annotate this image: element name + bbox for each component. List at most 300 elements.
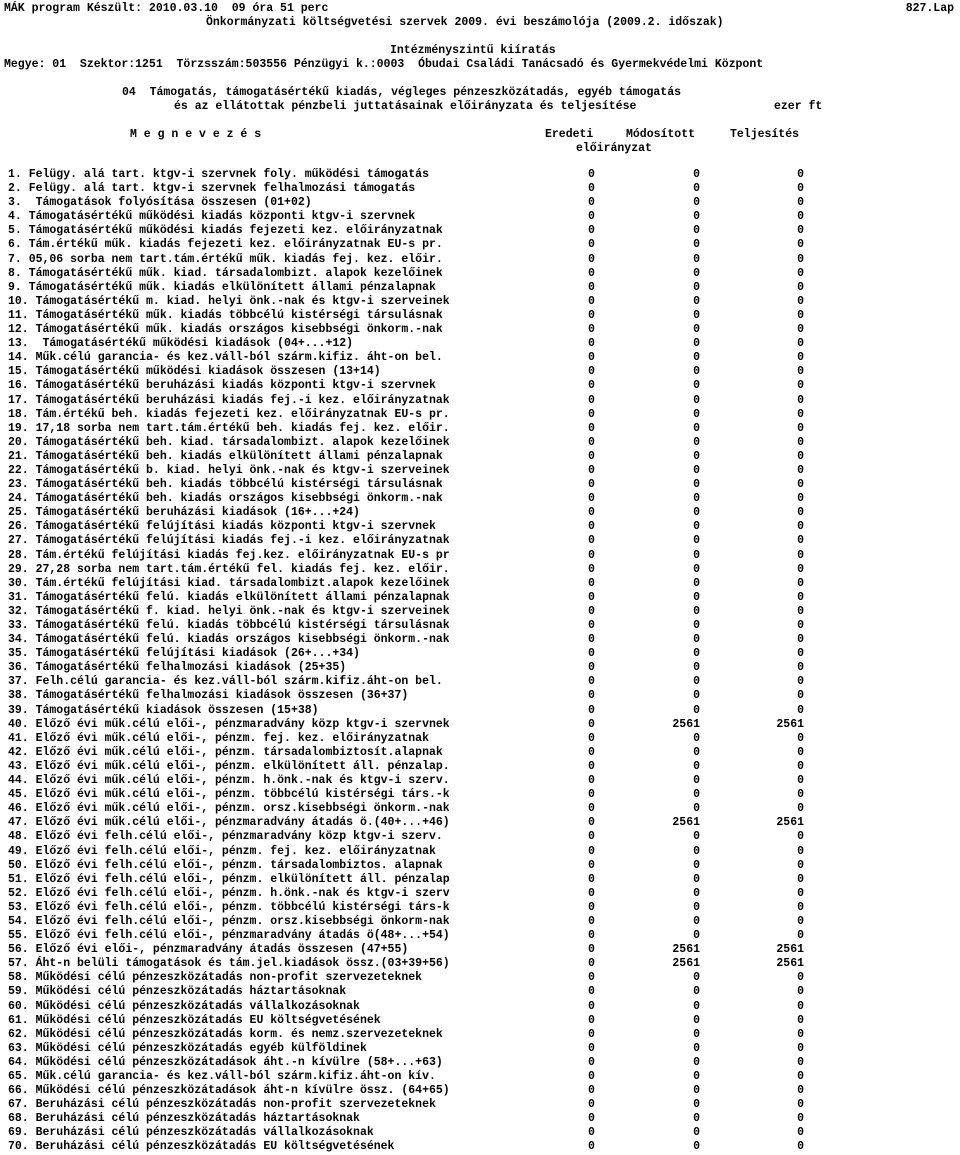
value-completed: 0 (797, 590, 804, 604)
table-row (0, 253, 960, 267)
table-row (0, 520, 960, 534)
value-original: 0 (588, 365, 595, 379)
table-row (0, 1056, 960, 1070)
value-modified: 0 (693, 900, 700, 914)
table-row (0, 859, 960, 873)
value-completed: 2561 (776, 816, 804, 830)
row-label: 30. Tám.értékű felújítási kiad. társadalombizt.alapok kezelőinek (8, 576, 450, 590)
value-modified: 0 (693, 463, 700, 477)
value-modified: 0 (693, 576, 700, 590)
report-subtitle: Intézményszintű kiíratás (390, 44, 556, 57)
row-label: 50. Előző évi felh.célú elői-, pénzm. társadalombiztos. alapnak (8, 858, 443, 872)
value-original: 0 (588, 703, 595, 717)
value-completed: 0 (797, 914, 804, 928)
value-modified: 0 (693, 886, 700, 900)
row-label: 9. Támogatásértékű műk. kiadás elkülönített állami pénzalapnak (8, 280, 436, 294)
value-completed: 0 (797, 365, 804, 379)
value-modified: 0 (693, 1140, 700, 1154)
row-label: 67. Beruházási célú pénzeszközátadás non-profit szervezeteknek (8, 1098, 436, 1112)
value-original: 0 (588, 463, 595, 477)
value-completed: 0 (797, 774, 804, 788)
value-modified: 0 (693, 308, 700, 322)
value-completed: 0 (797, 463, 804, 477)
value-modified: 0 (693, 182, 700, 196)
value-completed: 0 (797, 858, 804, 872)
value-original: 0 (588, 393, 595, 407)
value-original: 0 (588, 858, 595, 872)
table-row (0, 943, 960, 957)
value-original: 0 (588, 971, 595, 985)
value-completed: 0 (797, 971, 804, 985)
value-modified: 0 (693, 323, 700, 337)
table-row (0, 351, 960, 365)
table-row (0, 281, 960, 295)
row-label: 36. Támogatásértékű felhalmozási kiadások (25+35) (8, 661, 347, 675)
data-table (0, 168, 960, 1155)
table-row (0, 506, 960, 520)
row-label: 18. Tám.értékű beh. kiadás fejezeti kez. előirányzatnak EU-s pr. (8, 407, 450, 421)
value-completed: 0 (797, 379, 804, 393)
table-row (0, 168, 960, 182)
row-label: 33. Támogatásértékű felú. kiadás többcélú kistérségi társulásnak (8, 619, 450, 632)
table-row (0, 929, 960, 943)
row-label: 10. Támogatásértékű m. kiad. helyi önk.-nak és ktgv-i szerveinek (8, 294, 450, 308)
value-original: 0 (588, 830, 595, 844)
table-row (0, 337, 960, 351)
table-row (0, 450, 960, 464)
value-original: 0 (588, 407, 595, 421)
row-label: 28. Tám.értékű felújítási kiadás fej.kez. előirányzatnak EU-s pr (8, 548, 450, 562)
table-row (0, 647, 960, 661)
value-completed: 0 (797, 534, 804, 548)
table-row (0, 1028, 960, 1042)
value-completed: 0 (797, 759, 804, 773)
value-modified: 0 (693, 647, 700, 661)
value-modified: 0 (693, 703, 700, 717)
table-row (0, 873, 960, 887)
value-modified: 0 (693, 858, 700, 872)
value-modified: 0 (693, 478, 700, 492)
page-number: 827.Lap (905, 2, 954, 15)
row-label: 65. Műk.célú garancia- és kez.váll-ból szárm.kifiz.áht-on kív. (8, 1070, 436, 1083)
value-modified: 0 (693, 788, 700, 802)
value-original: 0 (588, 492, 595, 506)
value-original: 0 (588, 999, 595, 1013)
value-completed: 0 (797, 421, 804, 435)
table-row (0, 422, 960, 436)
value-modified: 0 (693, 1098, 700, 1112)
table-row (0, 534, 960, 548)
value-completed: 0 (797, 1112, 804, 1126)
row-label: 58. Működési célú pénzeszközátadás non-profit szervezeteknek (8, 971, 423, 985)
value-completed: 0 (797, 1027, 804, 1041)
row-label: 14. Műk.célú garancia- és kez.váll-ból szárm.kifiz. áht-on bel. (8, 351, 443, 365)
table-row (0, 605, 960, 619)
program-info: MÁK program Készült: 2010.03.10 09 óra 51 perc (4, 2, 329, 15)
row-label: 68. Beruházási célú pénzeszközátadás háztartásoknak (8, 1112, 360, 1126)
value-completed: 0 (797, 900, 804, 914)
row-label: 60. Működési célú pénzeszközátadás vállalkozásoknak (8, 999, 360, 1013)
row-label: 7. 05,06 sorba nem tart.tám.értékű műk. kiadás fej. kez. előir. (8, 252, 443, 266)
value-original: 0 (588, 1013, 595, 1027)
table-row (0, 365, 960, 379)
table-row (0, 224, 960, 238)
value-original: 0 (588, 421, 595, 435)
row-label: 70. Beruházási célú pénzeszközátadás EU költségvetésének (8, 1140, 395, 1154)
row-label: 43. Előző évi műk.célú elői-, pénzm. elkülönített áll. pénzalap. (8, 759, 450, 773)
value-original: 0 (588, 323, 595, 337)
value-completed: 0 (797, 844, 804, 858)
value-original: 0 (588, 1112, 595, 1126)
table-row (0, 1126, 960, 1140)
value-completed: 0 (797, 830, 804, 844)
value-modified: 0 (693, 548, 700, 562)
value-original: 0 (588, 661, 595, 675)
value-modified: 0 (693, 337, 700, 351)
row-label: 40. Előző évi műk.célú elői-, pénzmaradvány közp ktgv-i szervnek (8, 717, 450, 731)
value-modified: 0 (693, 562, 700, 576)
value-original: 0 (588, 576, 595, 590)
value-completed: 0 (797, 449, 804, 463)
value-completed: 0 (797, 731, 804, 745)
row-label: 69. Beruházási célú pénzeszközátadás vállalkozásoknak (8, 1126, 374, 1140)
table-row (0, 1000, 960, 1014)
value-modified: 0 (693, 929, 700, 943)
value-modified: 0 (693, 1084, 700, 1098)
table-row (0, 492, 960, 506)
value-original: 0 (588, 844, 595, 858)
table-row (0, 1042, 960, 1056)
value-completed: 0 (797, 548, 804, 562)
value-modified: 0 (693, 449, 700, 463)
row-label: 23. Támogatásértékű beh. kiadás többcélú kistérségi társulásnak (8, 478, 443, 492)
row-label: 39. Támogatásértékű kiadások összesen (15+38) (8, 703, 319, 717)
value-completed: 0 (797, 196, 804, 210)
value-original: 0 (588, 379, 595, 393)
row-label: 45. Előző évi műk.célú elői-, pénzm. többcélú kistérségi társ.-k (8, 788, 450, 802)
table-row (0, 563, 960, 577)
value-modified: 0 (693, 675, 700, 689)
table-row (0, 985, 960, 999)
value-modified: 0 (693, 280, 700, 294)
value-completed: 2561 (776, 943, 804, 957)
value-modified: 0 (693, 759, 700, 773)
row-label: 53. Előző évi felh.célú elői-, pénzm. többcélú kistérségi társ-k (8, 900, 450, 914)
table-row (0, 577, 960, 591)
value-completed: 0 (797, 224, 804, 238)
row-label: 49. Előző évi felh.célú elői-, pénzm. fej. kez. előirányzatnak (8, 844, 436, 858)
table-row (0, 746, 960, 760)
value-modified: 2561 (672, 816, 700, 830)
value-original: 0 (588, 1098, 595, 1112)
table-row (0, 549, 960, 563)
value-completed: 2561 (776, 717, 804, 731)
value-original: 0 (588, 506, 595, 520)
value-original: 0 (588, 224, 595, 238)
table-row (0, 436, 960, 450)
value-original: 0 (588, 562, 595, 576)
value-modified: 0 (693, 365, 700, 379)
value-completed: 0 (797, 886, 804, 900)
value-original: 0 (588, 759, 595, 773)
row-label: 24. Támogatásértékű beh. kiadás országos kisebbségi önkorm.-nak (8, 492, 443, 506)
row-label: 11. Támogatásértékű műk. kiadás többcélú kistérségi társulásnak (8, 308, 443, 322)
report-title: Önkormányzati költségvetési szervek 2009. évi beszámolója (2009.2. időszak) (206, 16, 724, 29)
value-modified: 0 (693, 224, 700, 238)
value-modified: 0 (693, 830, 700, 844)
value-original: 0 (588, 182, 595, 196)
value-original: 0 (588, 590, 595, 604)
row-label: 4. Támogatásértékű működési kiadás központi ktgv-i szervnek (8, 210, 416, 224)
column-header-name: M e g n e v e z é s (130, 128, 262, 141)
value-completed: 0 (797, 435, 804, 449)
row-label: 32. Támogatásértékű f. kiad. helyi önk.-nak és ktgv-i szerveinek (8, 604, 450, 618)
value-original: 0 (588, 548, 595, 562)
value-completed: 0 (797, 1098, 804, 1112)
row-label: 19. 17,18 sorba nem tart.tám.értékű beh. kiadás fej. kez. előir. (8, 421, 450, 435)
value-completed: 0 (797, 393, 804, 407)
value-original: 0 (588, 478, 595, 492)
value-completed: 0 (797, 689, 804, 703)
table-row (0, 408, 960, 422)
table-row (0, 661, 960, 675)
table-row (0, 887, 960, 901)
table-row (0, 1140, 960, 1154)
table-row (0, 957, 960, 971)
value-modified: 0 (693, 633, 700, 647)
value-completed: 0 (797, 633, 804, 647)
value-modified: 0 (693, 689, 700, 703)
value-original: 0 (588, 604, 595, 618)
row-label: 48. Előző évi felh.célú elői-, pénzmaradvány közp ktgv-i szerv. (8, 830, 443, 844)
value-original: 0 (588, 266, 595, 280)
column-header-completed: Teljesítés (730, 128, 800, 141)
value-original: 0 (588, 520, 595, 534)
table-row (0, 478, 960, 492)
table-row (0, 1014, 960, 1028)
row-label: 22. Támogatásértékű b. kiad. helyi önk.-nak és ktgv-i szerveinek (8, 463, 450, 477)
table-row (0, 816, 960, 830)
value-completed: 0 (797, 210, 804, 224)
value-original: 0 (588, 619, 595, 632)
value-modified: 0 (693, 435, 700, 449)
row-label: 44. Előző évi műk.célú elői-, pénzm. h.önk.-nak és ktgv-i szerv. (8, 774, 450, 788)
value-completed: 0 (797, 478, 804, 492)
row-label: 29. 27,28 sorba nem tart.tám.értékű fel. kiadás fej. kez. előir. (8, 562, 450, 576)
value-completed: 0 (797, 252, 804, 266)
value-original: 0 (588, 802, 595, 816)
value-completed: 0 (797, 661, 804, 675)
value-modified: 0 (693, 661, 700, 675)
row-label: 21. Támogatásértékű beh. kiadás elkülönített állami pénzalapnak (8, 449, 443, 463)
value-modified: 0 (693, 506, 700, 520)
value-original: 0 (588, 943, 595, 957)
value-original: 0 (588, 534, 595, 548)
table-row (0, 732, 960, 746)
value-modified: 0 (693, 604, 700, 618)
value-completed: 0 (797, 266, 804, 280)
organization-line: Megye: 01 Szektor:1251 Törzsszám:503556 Pénzügyi k.:0003 Óbudai Családi Tanácsadó és Gyermekvédelmi Központ (4, 58, 764, 71)
row-label: 55. Előző évi felh.célú elői-, pénzmaradvány átadás ö(48+...+54) (8, 929, 450, 943)
value-modified: 0 (693, 294, 700, 308)
value-completed: 0 (797, 985, 804, 999)
value-original: 0 (588, 929, 595, 943)
table-row (0, 379, 960, 393)
value-modified: 2561 (672, 943, 700, 957)
table-row (0, 464, 960, 478)
value-modified: 0 (693, 590, 700, 604)
column-header-sub: előirányzat (576, 142, 652, 155)
value-completed: 0 (797, 802, 804, 816)
value-completed: 0 (797, 168, 804, 181)
value-modified: 0 (693, 1055, 700, 1069)
row-label: 34. Támogatásértékű felú. kiadás országos kisebbségi önkorm.-nak (8, 633, 450, 647)
row-label: 47. Előző évi műk.célú elői-, pénzmaradvány átadás ö.(40+...+46) (8, 816, 450, 830)
value-completed: 0 (797, 788, 804, 802)
row-label: 59. Működési célú pénzeszközátadás háztartásoknak (8, 985, 347, 999)
value-original: 0 (588, 774, 595, 788)
value-modified: 0 (693, 210, 700, 224)
value-modified: 0 (693, 985, 700, 999)
table-row (0, 309, 960, 323)
row-label: 15. Támogatásértékű működési kiadások összesen (13+14) (8, 365, 381, 379)
row-label: 66. Működési célú pénzeszközátadások áht-n kívülre össz. (64+65) (8, 1084, 450, 1098)
value-modified: 0 (693, 1027, 700, 1041)
table-row (0, 675, 960, 689)
value-modified: 0 (693, 421, 700, 435)
row-label: 64. Működési célú pénzeszközátadások áht.-n kívülre (58+...+63) (8, 1055, 443, 1069)
value-modified: 0 (693, 802, 700, 816)
table-row (0, 1070, 960, 1084)
row-label: 35. Támogatásértékű felújítási kiadások (26+...+34) (8, 647, 360, 661)
value-original: 0 (588, 1126, 595, 1140)
value-original: 0 (588, 1140, 595, 1154)
value-modified: 0 (693, 731, 700, 745)
value-modified: 0 (693, 1070, 700, 1083)
table-row (0, 971, 960, 985)
value-modified: 0 (693, 872, 700, 886)
value-modified: 0 (693, 520, 700, 534)
value-original: 0 (588, 280, 595, 294)
value-original: 0 (588, 886, 595, 900)
table-row (0, 1098, 960, 1112)
value-completed: 0 (797, 703, 804, 717)
value-modified: 0 (693, 1126, 700, 1140)
value-completed: 0 (797, 308, 804, 322)
value-completed: 0 (797, 562, 804, 576)
table-row (0, 210, 960, 224)
table-row (0, 619, 960, 633)
value-completed: 0 (797, 675, 804, 689)
value-original: 0 (588, 633, 595, 647)
row-label: 5. Támogatásértékű működési kiadás fejezeti kez. előirányzatnak (8, 224, 443, 238)
table-row (0, 915, 960, 929)
row-label: 13. Támogatásértékű működési kiadások (04+...+12) (8, 337, 354, 351)
value-completed: 0 (797, 351, 804, 365)
table-row (0, 901, 960, 915)
row-label: 37. Felh.célú garancia- és kez.váll-ból szárm.kifiz.áht-on bel. (8, 675, 443, 689)
value-modified: 0 (693, 999, 700, 1013)
value-modified: 0 (693, 971, 700, 985)
value-modified: 0 (693, 266, 700, 280)
row-label: 54. Előző évi felh.célú elői-, pénzm. orsz.kisebbségi önkorm-nak (8, 914, 450, 928)
value-original: 0 (588, 210, 595, 224)
value-modified: 0 (693, 238, 700, 252)
row-label: 61. Működési célú pénzeszközátadás EU költségvetésének (8, 1013, 381, 1027)
row-label: 26. Támogatásértékű felújítási kiadás központi ktgv-i szervnek (8, 520, 436, 534)
value-modified: 0 (693, 1112, 700, 1126)
value-completed: 0 (797, 1140, 804, 1154)
value-completed: 0 (797, 238, 804, 252)
value-original: 0 (588, 1055, 595, 1069)
table-row (0, 1084, 960, 1098)
table-row (0, 689, 960, 703)
value-modified: 0 (693, 168, 700, 181)
row-label: 62. Működési célú pénzeszközátadás korm. és nemz.szervezeteknek (8, 1027, 443, 1041)
row-label: 46. Előző évi műk.célú elői-, pénzm. orsz.kisebbségi önkorm.-nak (8, 802, 450, 816)
value-original: 0 (588, 745, 595, 759)
value-original: 0 (588, 449, 595, 463)
value-original: 0 (588, 816, 595, 830)
table-row (0, 394, 960, 408)
value-completed: 0 (797, 182, 804, 196)
row-label: 41. Előző évi műk.célú elői-, pénzm. fej. kez. előirányzatnak (8, 731, 429, 745)
value-original: 0 (588, 788, 595, 802)
table-row (0, 760, 960, 774)
table-row (0, 788, 960, 802)
section-title-1: 04 Támogatás, támogatásértékű kiadás, végleges pénzeszközátadás, egyéb támogatás (122, 86, 681, 99)
value-original: 0 (588, 689, 595, 703)
value-modified: 0 (693, 252, 700, 266)
value-original: 0 (588, 985, 595, 999)
row-label: 17. Támogatásértékű beruházási kiadás fej.-i kez. előirányzatnak (8, 393, 450, 407)
value-original: 0 (588, 294, 595, 308)
value-completed: 0 (797, 1041, 804, 1055)
section-title-2: és az ellátottak pénzbeli juttatásainak előirányzata és teljesítése (174, 100, 637, 113)
value-original: 0 (588, 252, 595, 266)
row-label: 63. Működési célú pénzeszközátadás egyéb külföldinek (8, 1041, 367, 1055)
row-label: 16. Támogatásértékű beruházási kiadás központi ktgv-i szervnek (8, 379, 436, 393)
table-row (0, 323, 960, 337)
value-completed: 0 (797, 294, 804, 308)
column-header-modified: Módosított (626, 128, 696, 141)
value-original: 0 (588, 957, 595, 971)
table-row (0, 845, 960, 859)
value-modified: 0 (693, 534, 700, 548)
value-completed: 0 (797, 1070, 804, 1083)
table-row (0, 802, 960, 816)
table-row (0, 182, 960, 196)
value-original: 0 (588, 196, 595, 210)
value-modified: 0 (693, 1041, 700, 1055)
value-modified: 0 (693, 379, 700, 393)
row-label: 56. Előző évi elői-, pénzmaradvány átadás összesen (47+55) (8, 943, 409, 957)
value-original: 0 (588, 308, 595, 322)
value-completed: 0 (797, 1126, 804, 1140)
row-label: 42. Előző évi műk.célú elői-, pénzm. társadalombiztosít.alapnak (8, 745, 443, 759)
table-row (0, 718, 960, 732)
row-label: 3. Támogatások folyósítása összesen (01+02) (8, 196, 312, 210)
value-completed: 0 (797, 1013, 804, 1027)
value-original: 0 (588, 900, 595, 914)
row-label: 20. Támogatásértékű beh. kiad. társadalombizt. alapok kezelőinek (8, 435, 450, 449)
value-original: 0 (588, 717, 595, 731)
value-completed: 0 (797, 337, 804, 351)
value-modified: 2561 (672, 717, 700, 731)
value-completed: 0 (797, 1055, 804, 1069)
value-original: 0 (588, 1084, 595, 1098)
table-row (0, 704, 960, 718)
